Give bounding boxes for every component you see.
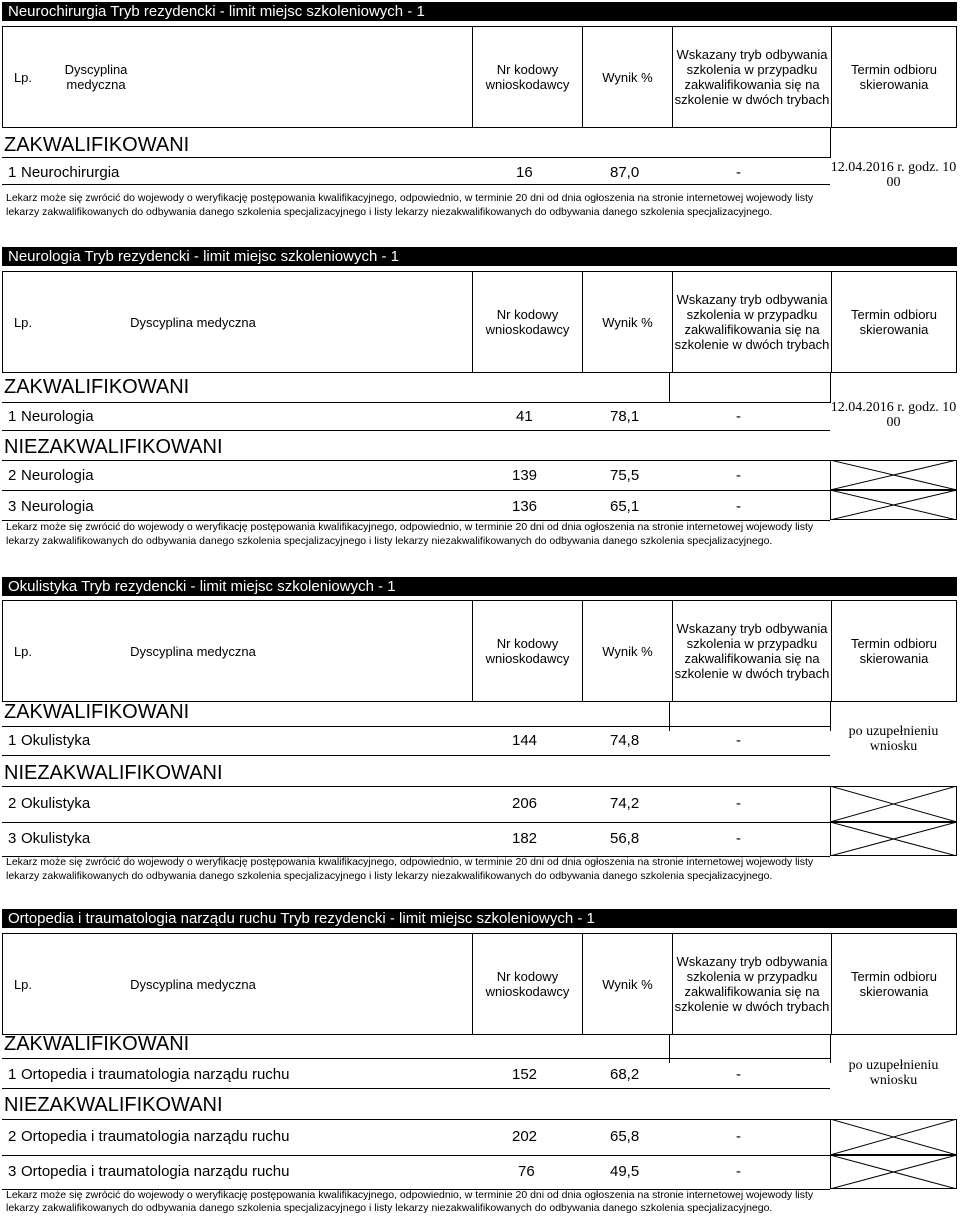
table-row: [2, 497, 830, 517]
row-lp: 3: [8, 498, 17, 515]
row-code: 16: [516, 164, 533, 181]
row-code: 206: [512, 795, 538, 812]
row-discipline: Ortopedia i traumatologia narządu ruchu: [21, 1163, 290, 1180]
table-row: [2, 1127, 830, 1147]
header-code: Nr kodowy wnioskodawcy: [472, 272, 582, 372]
header-discipline: Dyscyplina medyczna: [130, 314, 256, 330]
pickup-term: 12.04.2016 r. godz. 10 00: [830, 160, 957, 190]
row-mode: -: [736, 1128, 741, 1145]
note-line: lekarzy zakwalifikowanych do odbywania danego szkolenia specjalizacyjnego i listy lekarzy niezakwalifikowanych do odbywania danego szkolenia specjalizacyjnego.: [6, 870, 773, 882]
header-score: Wynik %: [582, 27, 672, 127]
header-term: Termin odbioru skierowania: [831, 934, 956, 1034]
header-term: Termin odbioru skierowania: [831, 27, 956, 127]
table-row: [2, 1162, 830, 1182]
row-score: 78,1: [610, 408, 640, 425]
qualified-label: ZAKWALIFIKOWANI: [4, 1033, 190, 1055]
header-lp: Lp.: [13, 976, 33, 992]
row-lp: 2: [8, 467, 17, 484]
table-header: [2, 271, 957, 373]
row-discipline: Okulistyka: [21, 732, 91, 749]
row-mode: -: [736, 467, 741, 484]
row-score: 74,2: [610, 795, 640, 812]
header-mode: Wskazany tryb odbywania szkolenia w przypadku zakwalifikowania się na szkolenie w dwóch trybach: [672, 601, 831, 701]
crossed-out-cell: [830, 1119, 957, 1155]
row-code: 202: [512, 1128, 538, 1145]
note-line: Lekarz może się zwrócić do wojewody o weryfikację postępowania kwalifikacyjnego, odpowiednio, w terminie 20 dni od dnia ogłoszenia na stronie internetowej wojewody listy: [6, 521, 814, 533]
table-row: [2, 466, 830, 486]
note-line: lekarzy zakwalifikowanych do odbywania danego szkolenia specjalizacyjnego i listy lekarzy niezakwalifikowanych do odbywania danego szkolenia specjalizacyjnego.: [6, 1202, 773, 1214]
header-code: Nr kodowy wnioskodawcy: [472, 27, 582, 127]
header-lp: Lp.: [13, 643, 33, 659]
row-lp: 1: [8, 164, 17, 181]
row-score: 65,1: [610, 498, 640, 515]
row-discipline: Ortopedia i traumatologia narządu ruchu: [21, 1066, 290, 1083]
header-code: Nr kodowy wnioskodawcy: [472, 601, 582, 701]
qualified-label: ZAKWALIFIKOWANI: [4, 701, 190, 723]
header-mode: Wskazany tryb odbywania szkolenia w przypadku zakwalifikowania się na szkolenie w dwóch trybach: [672, 934, 831, 1034]
header-code: Nr kodowy wnioskodawcy: [472, 934, 582, 1034]
row-mode: -: [736, 1163, 741, 1180]
row-mode: -: [736, 830, 741, 847]
not-qualified-label: NIEZAKWALIFIKOWANI: [4, 1094, 223, 1116]
table-header: [2, 26, 957, 128]
row-lp: 1: [8, 408, 17, 425]
row-code: 144: [512, 732, 538, 749]
header-discipline: Dyscyplina medyczna: [64, 62, 128, 92]
header-term: Termin odbioru skierowania: [831, 601, 956, 701]
row-discipline: Neurologia: [21, 467, 94, 484]
row-lp: 1: [8, 1066, 17, 1083]
row-discipline: Ortopedia i traumatologia narządu ruchu: [21, 1128, 290, 1145]
row-code: 76: [518, 1163, 535, 1180]
section-title: Okulistyka Tryb rezydencki - limit miejsc szkoleniowych - 1: [2, 577, 957, 596]
row-lp: 3: [8, 830, 17, 847]
header-score: Wynik %: [582, 934, 672, 1034]
header-mode: Wskazany tryb odbywania szkolenia w przypadku zakwalifikowania się na szkolenie w dwóch trybach: [672, 272, 831, 372]
row-code: 152: [512, 1066, 538, 1083]
row-score: 65,8: [610, 1128, 640, 1145]
note-line: Lekarz może się zwrócić do wojewody o weryfikację postępowania kwalifikacyjnego, odpowiednio, w terminie 20 dni od dnia ogłoszenia na stronie internetowej wojewody listy: [6, 1189, 814, 1201]
header-lp: Lp.: [13, 314, 33, 330]
pickup-term: po uzupełnieniu wniosku: [848, 724, 939, 754]
row-mode: -: [736, 795, 741, 812]
crossed-out-cell: [830, 460, 957, 490]
crossed-out-cell: [830, 1155, 957, 1189]
not-qualified-label: NIEZAKWALIFIKOWANI: [4, 436, 223, 458]
row-score: 56,8: [610, 830, 640, 847]
note-line: lekarzy zakwalifikowanych do odbywania danego szkolenia specjalizacyjnego i listy lekarzy niezakwalifikowanych do odbywania danego szkolenia specjalizacyjnego.: [6, 535, 773, 547]
row-score: 87,0: [610, 164, 640, 181]
row-mode: -: [736, 498, 741, 515]
row-score: 68,2: [610, 1066, 640, 1083]
crossed-out-cell: [830, 490, 957, 520]
row-discipline: Neurologia: [21, 498, 94, 515]
table-row: [2, 1065, 830, 1085]
note-line: lekarzy zakwalifikowanych do odbywania danego szkolenia specjalizacyjnego i listy lekarzy niezakwalifikowanych do odbywania danego szkolenia specjalizacyjnego.: [6, 206, 773, 218]
header-discipline: Dyscyplina medyczna: [130, 643, 256, 659]
row-mode: -: [736, 164, 741, 181]
table-header: [2, 600, 957, 702]
row-mode: -: [736, 732, 741, 749]
row-mode: -: [736, 408, 741, 425]
table-row: [2, 731, 830, 751]
header-mode: Wskazany tryb odbywania szkolenia w przypadku zakwalifikowania się na szkolenie w dwóch trybach: [672, 27, 831, 127]
qualified-label: ZAKWALIFIKOWANI: [4, 376, 190, 398]
header-score: Wynik %: [582, 272, 672, 372]
row-discipline: Neurologia: [21, 408, 94, 425]
row-code: 182: [512, 830, 538, 847]
row-code: 136: [512, 498, 538, 515]
section-title: Neurochirurgia Tryb rezydencki - limit miejsc szkoleniowych - 1: [2, 2, 957, 21]
section-title: Ortopedia i traumatologia narządu ruchu Tryb rezydencki - limit miejsc szkoleniowych - 1: [2, 909, 957, 928]
not-qualified-label: NIEZAKWALIFIKOWANI: [4, 762, 223, 784]
row-score: 49,5: [610, 1163, 640, 1180]
header-score: Wynik %: [582, 601, 672, 701]
row-lp: 2: [8, 1128, 17, 1145]
pickup-term: po uzupełnieniu wniosku: [848, 1058, 939, 1088]
crossed-out-cell: [830, 822, 957, 856]
crossed-out-cell: [830, 786, 957, 822]
row-lp: 2: [8, 795, 17, 812]
row-discipline: Neurochirurgia: [21, 164, 120, 181]
note-line: Lekarz może się zwrócić do wojewody o weryfikację postępowania kwalifikacyjnego, odpowiednio, w terminie 20 dni od dnia ogłoszenia na stronie internetowej wojewody listy: [6, 856, 814, 868]
pickup-term: 12.04.2016 r. godz. 10 00: [830, 400, 957, 430]
header-lp: Lp.: [13, 69, 33, 85]
table-header: [2, 933, 957, 1035]
table-row: [2, 794, 830, 814]
row-score: 75,5: [610, 467, 640, 484]
note-line: Lekarz może się zwrócić do wojewody o weryfikację postępowania kwalifikacyjnego, odpowiednio, w terminie 20 dni od dnia ogłoszenia na stronie internetowej wojewody listy: [6, 192, 814, 204]
row-code: 41: [516, 408, 533, 425]
row-discipline: Okulistyka: [21, 795, 91, 812]
table-row: [2, 407, 830, 427]
table-row: [2, 829, 830, 849]
section-title: Neurologia Tryb rezydencki - limit miejsc szkoleniowych - 1: [2, 247, 957, 266]
row-lp: 1: [8, 732, 17, 749]
header-discipline: Dyscyplina medyczna: [130, 976, 256, 992]
row-score: 74,8: [610, 732, 640, 749]
table-row: [2, 163, 830, 183]
qualified-label: ZAKWALIFIKOWANI: [4, 134, 190, 156]
row-lp: 3: [8, 1163, 17, 1180]
header-term: Termin odbioru skierowania: [831, 272, 956, 372]
row-discipline: Okulistyka: [21, 830, 91, 847]
row-code: 139: [512, 467, 538, 484]
row-mode: -: [736, 1066, 741, 1083]
